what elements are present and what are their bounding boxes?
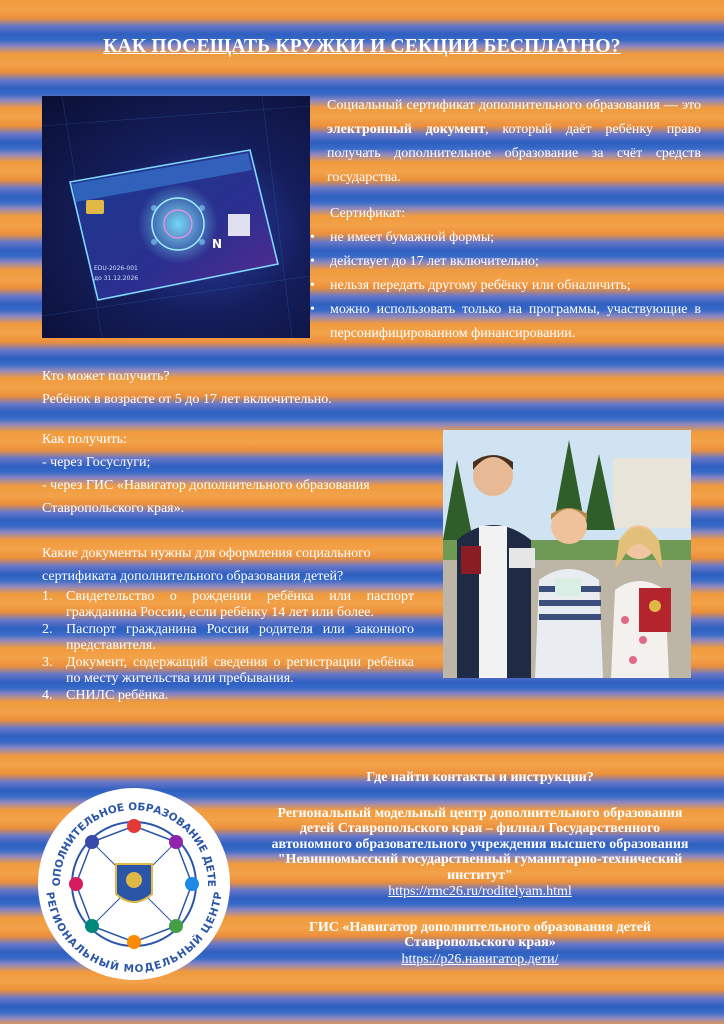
- navigator-name: ГИС «Навигатор дополнительного образования детей Ставропольского края»: [309, 919, 651, 950]
- svg-text:N: N: [212, 237, 223, 251]
- list-item: • нельзя передать другому ребёнку или обналичить;: [310, 274, 701, 298]
- card-code: EDU-2026-001: [94, 265, 138, 272]
- how-to-get-section: [42, 428, 422, 520]
- certificate-heading: Сертификат:: [330, 206, 406, 221]
- who-answer: Ребёнок в возрасте от 5 до 17 лет включительно.: [42, 392, 332, 407]
- list-item: • можно использовать только на программы, участвующие в персонифицированном финансировании.: [310, 298, 701, 346]
- logo-bottom-text: РЕГИОНАЛЬНЫЙ МОДЕЛЬНЫЙ ЦЕНТР: [43, 891, 225, 976]
- list-item: 3. Документ, содержащий сведения о регистрации ребёнка по месту жительства или пребывания.: [42, 655, 414, 686]
- children-photo-illustration: [443, 430, 691, 678]
- logo-top-text: ОПОЛНИТЕЛЬНОЕ ОБРАЗОВАНИЕ ДЕТЕ: [50, 800, 218, 887]
- list-item: 1. Свидетельство о рождении ребёнка или паспорт гражданина России, если ребёнку 14 лет или более.: [42, 589, 414, 620]
- documents-list: [42, 589, 414, 706]
- list-item: 2. Паспорт гражданина России родителя или законного представителя.: [42, 622, 414, 653]
- certificate-properties-list: [310, 226, 701, 346]
- how-question: Как получить:: [42, 432, 127, 447]
- children-with-documents-photo: [443, 430, 691, 678]
- who-can-get-section: [42, 365, 422, 411]
- regional-center-logo: [36, 786, 232, 982]
- how-option-gosuslugi: - через Госуслуги;: [42, 455, 151, 470]
- digital-card-illustration: [42, 96, 310, 338]
- contacts-section: [262, 770, 698, 967]
- intro-bold-term: электронный документ: [327, 122, 486, 137]
- regional-center-link[interactable]: https://rmc26.ru/roditelyam.html: [388, 884, 572, 899]
- list-item: • действует до 17 лет включительно;: [310, 250, 701, 274]
- navigator-link[interactable]: https://р26.навигатор.дети/: [401, 951, 559, 967]
- contacts-heading: Где найти контакты и инструкции?: [366, 770, 594, 785]
- certificate-card-image: [42, 96, 310, 338]
- who-question: Кто может получить?: [42, 369, 170, 384]
- intro-text-2: , который даёт ребёнку право получать дополнительное образование за счёт средств государства.: [327, 122, 702, 185]
- intro-text-1: Социальный сертификат дополнительного образования — это: [327, 98, 701, 113]
- intro-paragraph: [327, 94, 701, 190]
- documents-question: Какие документы нужны для оформления социального сертификата дополнительного образования детей?: [42, 546, 371, 584]
- page-title: КАК ПОСЕЩАТЬ КРУЖКИ И СЕКЦИИ БЕСПЛАТНО?: [103, 36, 621, 57]
- card-date: до 31.12.2026: [94, 275, 139, 282]
- list-item: 4. СНИЛС ребёнка.: [42, 688, 169, 703]
- how-option-navigator: - через ГИС «Навигатор дополнительного образования Ставропольского края».: [42, 478, 370, 516]
- logo-emblem: [36, 786, 232, 982]
- list-item: • не имеет бумажной формы;: [310, 226, 701, 250]
- regional-center-name: Региональный модельный центр дополнительного образования детей Ставропольского края – филиал Государственного автономного образовательного учреждения высшего образования "Невинномысский государственный гуманитарно-технический институт": [271, 805, 689, 883]
